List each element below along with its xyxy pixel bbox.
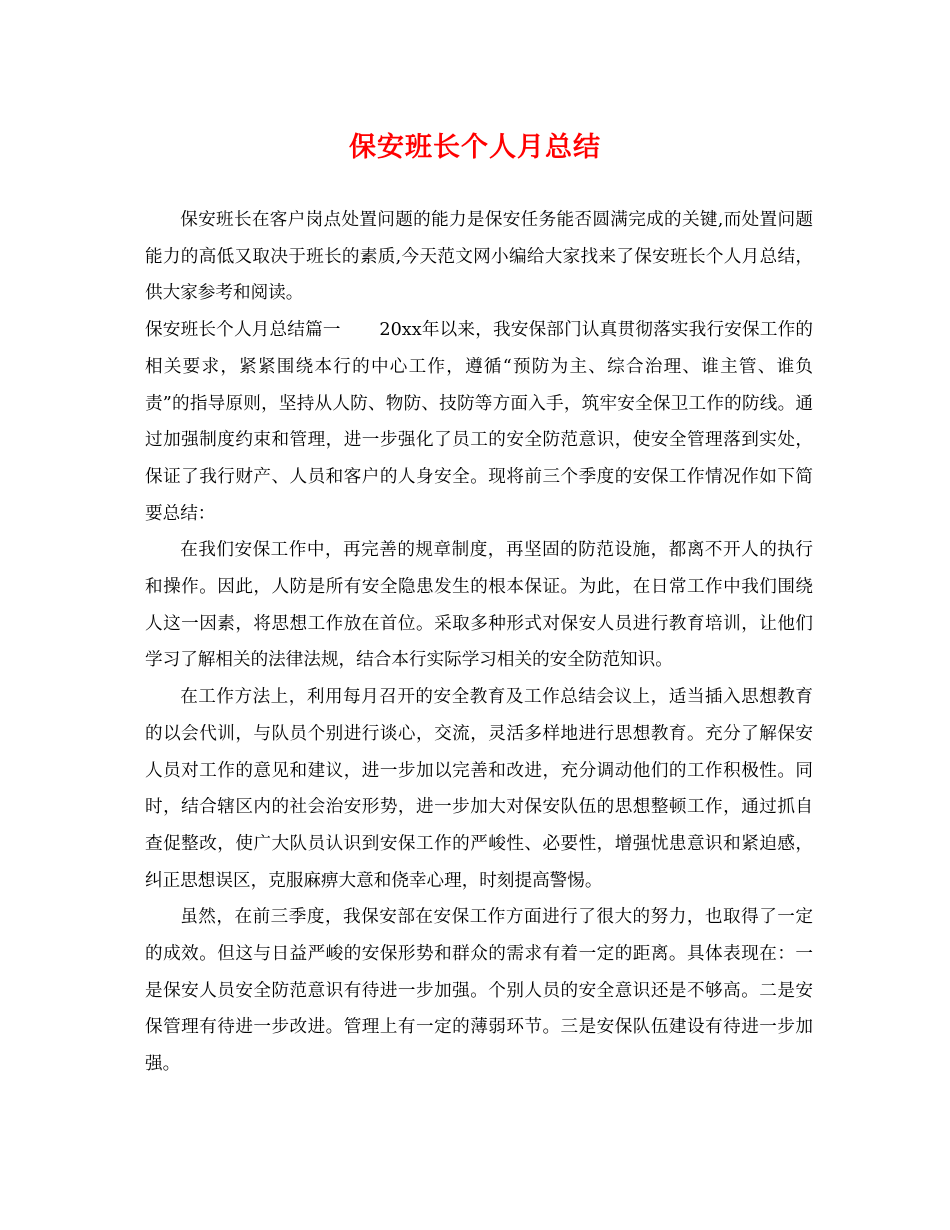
body-paragraph-3: 虽然，在前三季度，我保安部在安保工作方面进行了很大的努力，也取得了一定的成效。但这与日益严峻的安保形势和群众的需求有着一定的距离。具体表现在：一是保安人员安全防范意识有待进一步加强。个别人员的安全意识还是不够高。二是安保管理有待进一步改进。管理上有一定的薄弱环节。三是安保队伍建设有待进一步加强。 — [145, 907, 813, 1075]
intro-paragraph: 保安班长在客户岗点处置问题的能力是保安任务能否圆满完成的关键,而处置问题能力的高低又取决于班长的素质,今天范文网小编给大家找来了保安班长个人月总结，供大家参考和阅读。 — [145, 210, 813, 304]
section-first-paragraph — [145, 312, 813, 532]
document-title: 保安班长个人月总结 — [349, 132, 601, 163]
section-heading: 保安班长个人月总结篇一 — [145, 320, 341, 341]
body-paragraph-2: 在工作方法上，利用每月召开的安全教育及工作总结会议上，适当插入思想教育的以会代训，与队员个别进行谈心，交流，灵活多样地进行思想教育。充分了解保安人员对工作的意见和建议，进一步加以完善和改进，充分调动他们的工作积极性。同时，结合辖区内的社会治安形势，进一步加大对保安队伍的思想整顿工作，通过抓自查促整改，使广大队员认识到安保工作的严峻性、必要性，增强忧患意识和紧迫感，纠正思想误区，克服麻痹大意和侥幸心理，时刻提高警惕。 — [145, 687, 813, 891]
section-first-text: 20xx年以来，我安保部门认真贯彻落实我行安保工作的相关要求，紧紧围绕本行的中心工作，遵循“预防为主、综合治理、谁主管、谁负责”的指导原则，坚持从人防、物防、技防等方面入手，筑牢安全保卫工作的防线。通过加强制度约束和管理，进一步强化了员工的安全防范意识，使安全管理落到实处，保证了我行财产、人员和客户的人身安全。现将前三个季度的安保工作情况作如下简要总结： — [145, 320, 813, 524]
document-body — [145, 202, 813, 1083]
body-paragraph-1: 在我们安保工作中，再完善的规章制度，再坚固的防范设施，都离不开人的执行和操作。因此，人防是所有安全隐患发生的根本保证。为此，在日常工作中我们围绕人这一因素，将思想工作放在首位。采取多种形式对保安人员进行教育培训，让他们学习了解相关的法律法规，结合本行实际学习相关的安全防范知识。 — [145, 540, 813, 671]
